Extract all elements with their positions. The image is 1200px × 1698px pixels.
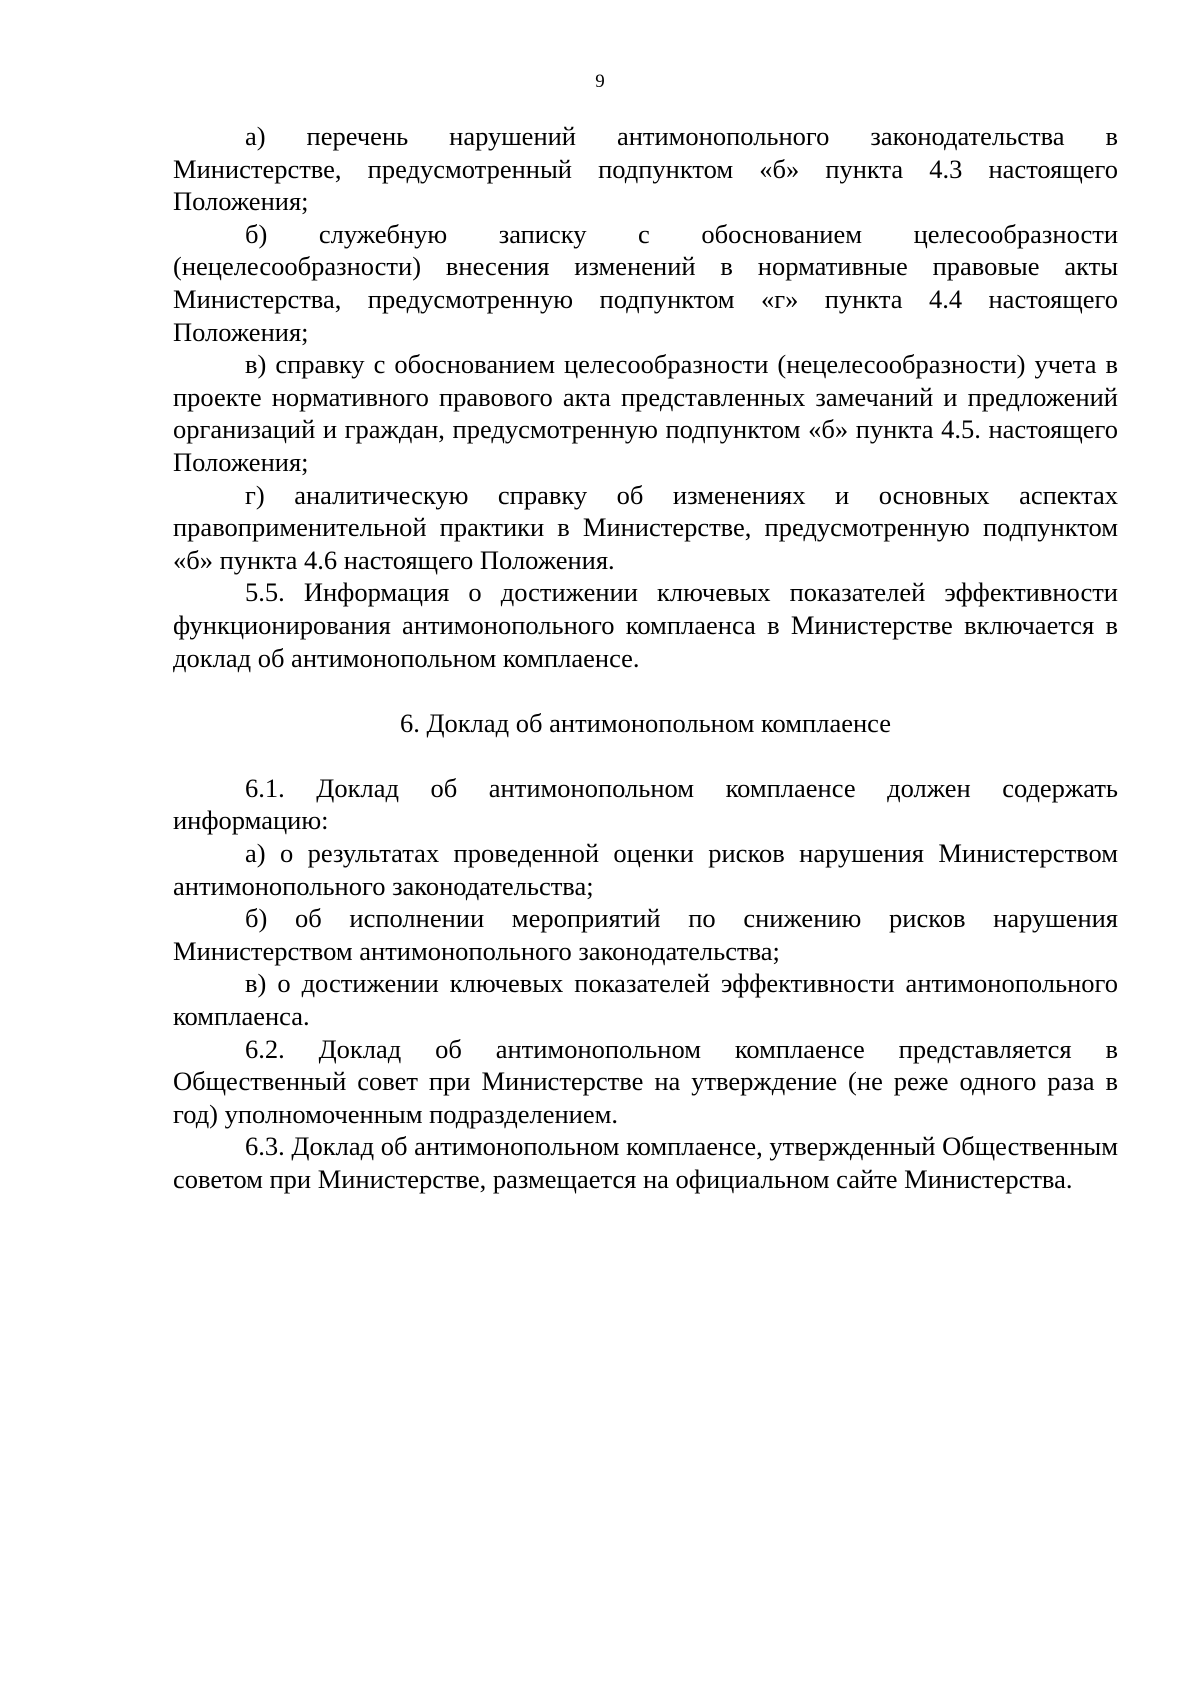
paragraph-6-3: 6.3. Доклад об антимонопольном комплаенсе, утвержденный Общественным советом при Министерстве, размещается на официальном сайте Министерства. [173,1131,1118,1194]
section-heading: 6. Доклад об антимонопольном комплаенсе [399,707,892,738]
paragraph-item-v-reference: в) справку с обоснованием целесообразности (нецелесообразности) учета в проекте нормативного правового акта представленных замечаний и предложений организаций и граждан, предусмотренную подпунктом «б» пункта 4.5. настоящего Положения; [173,349,1118,477]
paragraph-6-1-item-v: в) о достижении ключевых показателей эффективности антимонопольного комплаенса. [173,968,1118,1032]
paragraph-6-1-item-a: а) о результатах проведенной оценки рисков нарушения Министерством антимонопольного законодательства; [173,838,1118,901]
paragraph-6-1-item-b: б) об исполнении мероприятий по снижению рисков нарушения Министерством антимонопольного законодательства; [173,903,1118,966]
paragraph-item-a-violations-list: а) перечень нарушений антимонопольного законодательства в Министерстве, предусмотренный подпунктом «б» пункта 4.3 настоящего Положения; [173,121,1118,217]
document-body [173,120,1118,1196]
paragraph-6-1: 6.1. Доклад об антимонопольном комплаенсе должен содержать информацию: [173,772,1118,836]
paragraph-6-2: 6.2. Доклад об антимонопольном комплаенсе представляется в Общественный совет при Министерстве на утверждение (не реже одного раза в год) уполномоченным подразделением. [173,1033,1118,1129]
paragraph-item-b-memo: б) служебную записку с обоснованием целесообразности (нецелесообразности) внесения изменений в нормативные правовые акты Министерства, предусмотренную подпунктом «г» пункта 4.4 настоящего Положения; [173,218,1118,347]
paragraph-5-5: 5.5. Информация о достижении ключевых показателей эффективности функционирования антимонопольного комплаенса в Министерстве включается в доклад об антимонопольном комплаенсе. [173,577,1118,673]
page-number: 9 [595,71,605,92]
paragraph-item-g-analytical-reference: г) аналитическую справку об изменениях и основных аспектах правоприменительной практики в Министерстве, предусмотренную подпунктом «б» пункта 4.6 настоящего Положения. [173,479,1118,575]
